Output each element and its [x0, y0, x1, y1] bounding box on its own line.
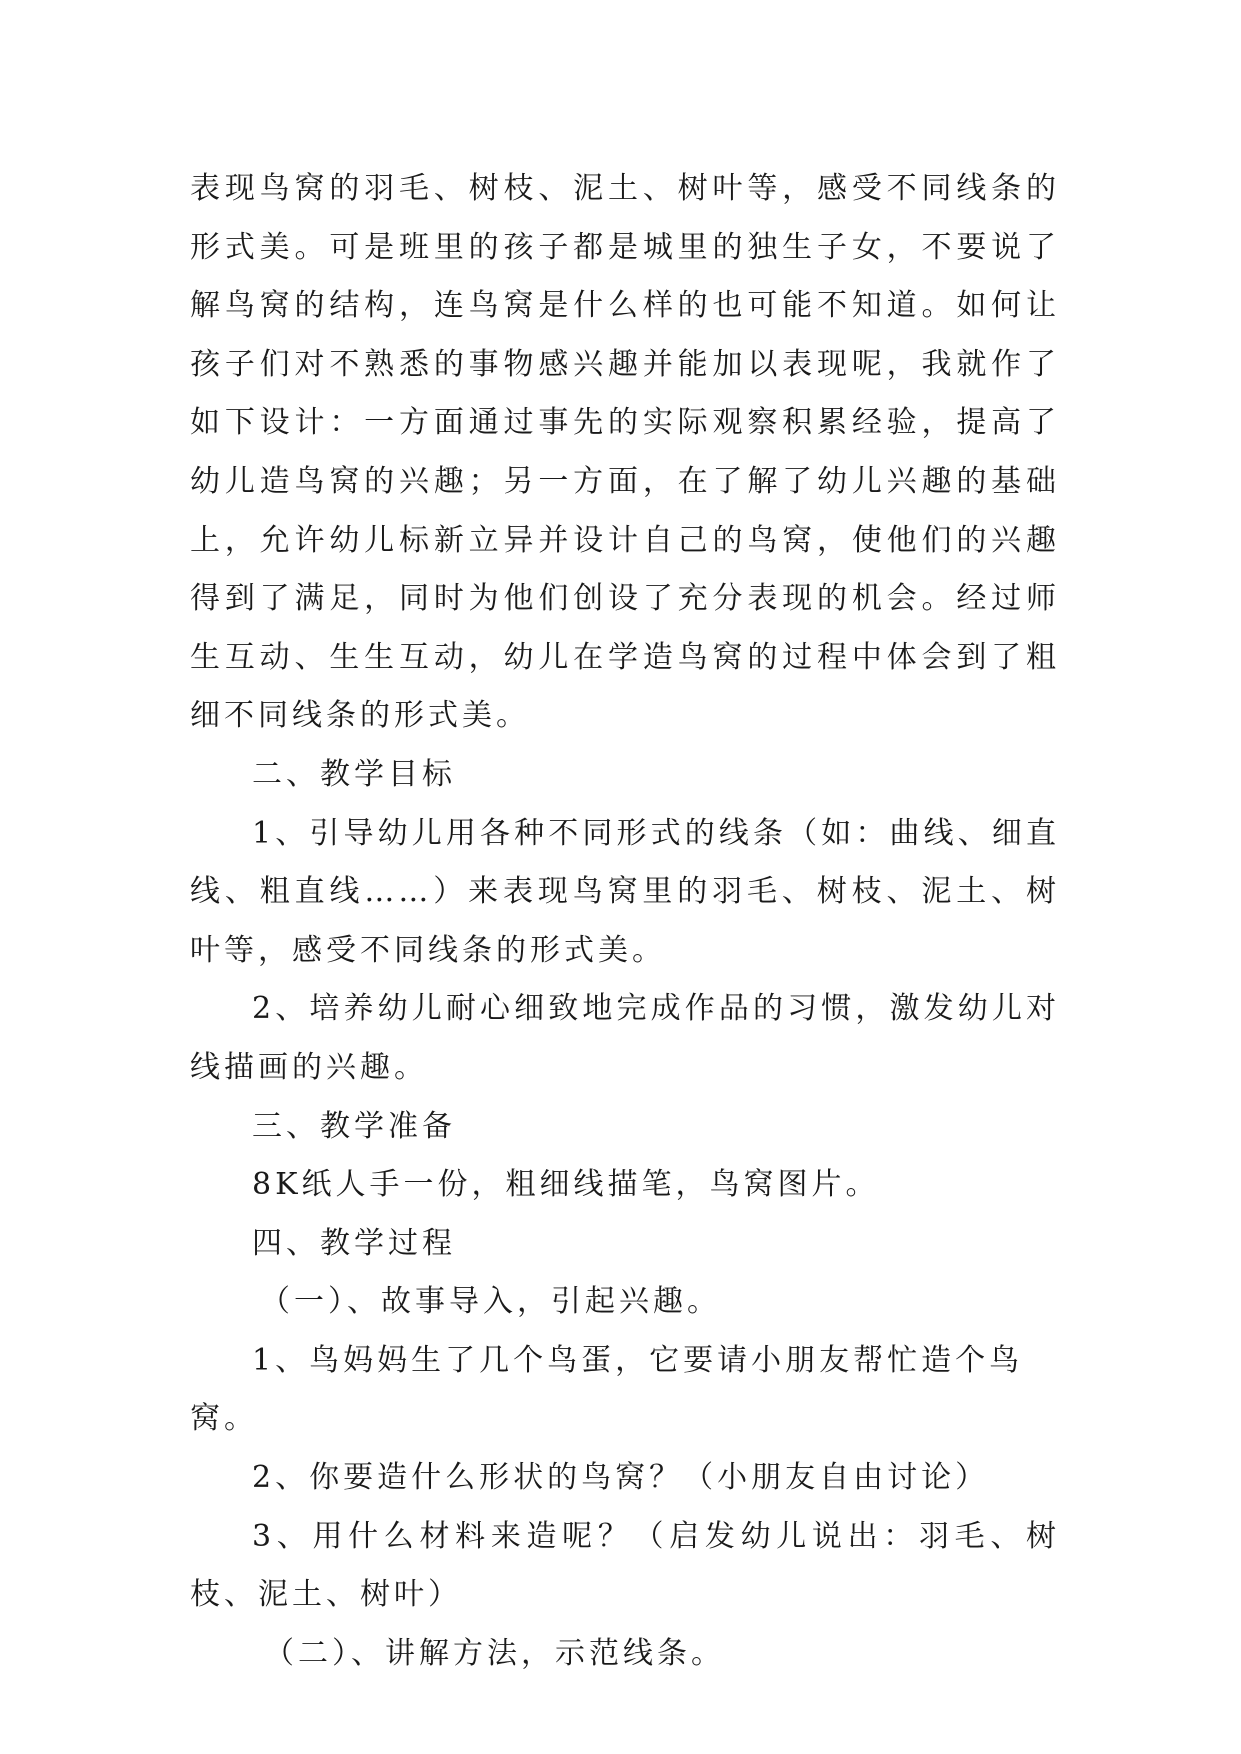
paragraph-intro-continuation: 表现鸟窝的羽毛、树枝、泥土、树叶等，感受不同线条的形式美。可是班里的孩子都是城里的独生子女，不要说了解鸟窝的结构，连鸟窝是什么样的也可能不知道。如何让孩子们对不熟悉的事物感兴趣并能加以表现呢，我就作了如下设计：一方面通过事先的实际观察积累经验，提高了幼儿造鸟窝的兴趣；另一方面，在了解了幼儿兴趣的基础上，允许幼儿标新立异并设计自己的鸟窝，使他们的兴趣得到了满足，同时为他们创设了充分表现的机会。经过师生互动、生生互动，幼儿在学造鸟窝的过程中体会到了粗细不同线条的形式美。	[190, 171, 1060, 734]
paragraph-step-1-item-3: 3、用什么材料来造呢？（启发幼儿说出：羽毛、树枝、泥土、树叶）	[190, 1518, 1060, 1613]
heading-teaching-preparation: 三、教学准备	[252, 1108, 456, 1144]
heading-teaching-goals: 二、教学目标	[252, 756, 456, 792]
paragraph-preparation: 8K纸人手一份，粗细线描笔，鸟窝图片。	[252, 1167, 880, 1203]
document-body	[190, 160, 1060, 1683]
paragraph-step-1-item-1: 1、鸟妈妈生了几个鸟蛋，它要请小朋友帮忙造个鸟窝。	[190, 1342, 1024, 1437]
paragraph-goal-1: 1、引导幼儿用各种不同形式的线条（如：曲线、细直线、粗直线……）来表现鸟窝里的羽毛、树枝、泥土、树叶等，感受不同线条的形式美。	[190, 815, 1060, 968]
heading-step-1: （一）、故事导入，引起兴趣。	[260, 1284, 721, 1320]
paragraph-goal-2: 2、培养幼儿耐心细致地完成作品的习惯，激发幼儿对线描画的兴趣。	[190, 991, 1060, 1085]
heading-step-2: （二）、讲解方法，示范线条。	[264, 1635, 725, 1671]
heading-teaching-process: 四、教学过程	[252, 1225, 456, 1261]
paragraph-step-1-item-2: 2、你要造什么形状的鸟窝？（小朋友自由讨论）	[252, 1460, 990, 1496]
